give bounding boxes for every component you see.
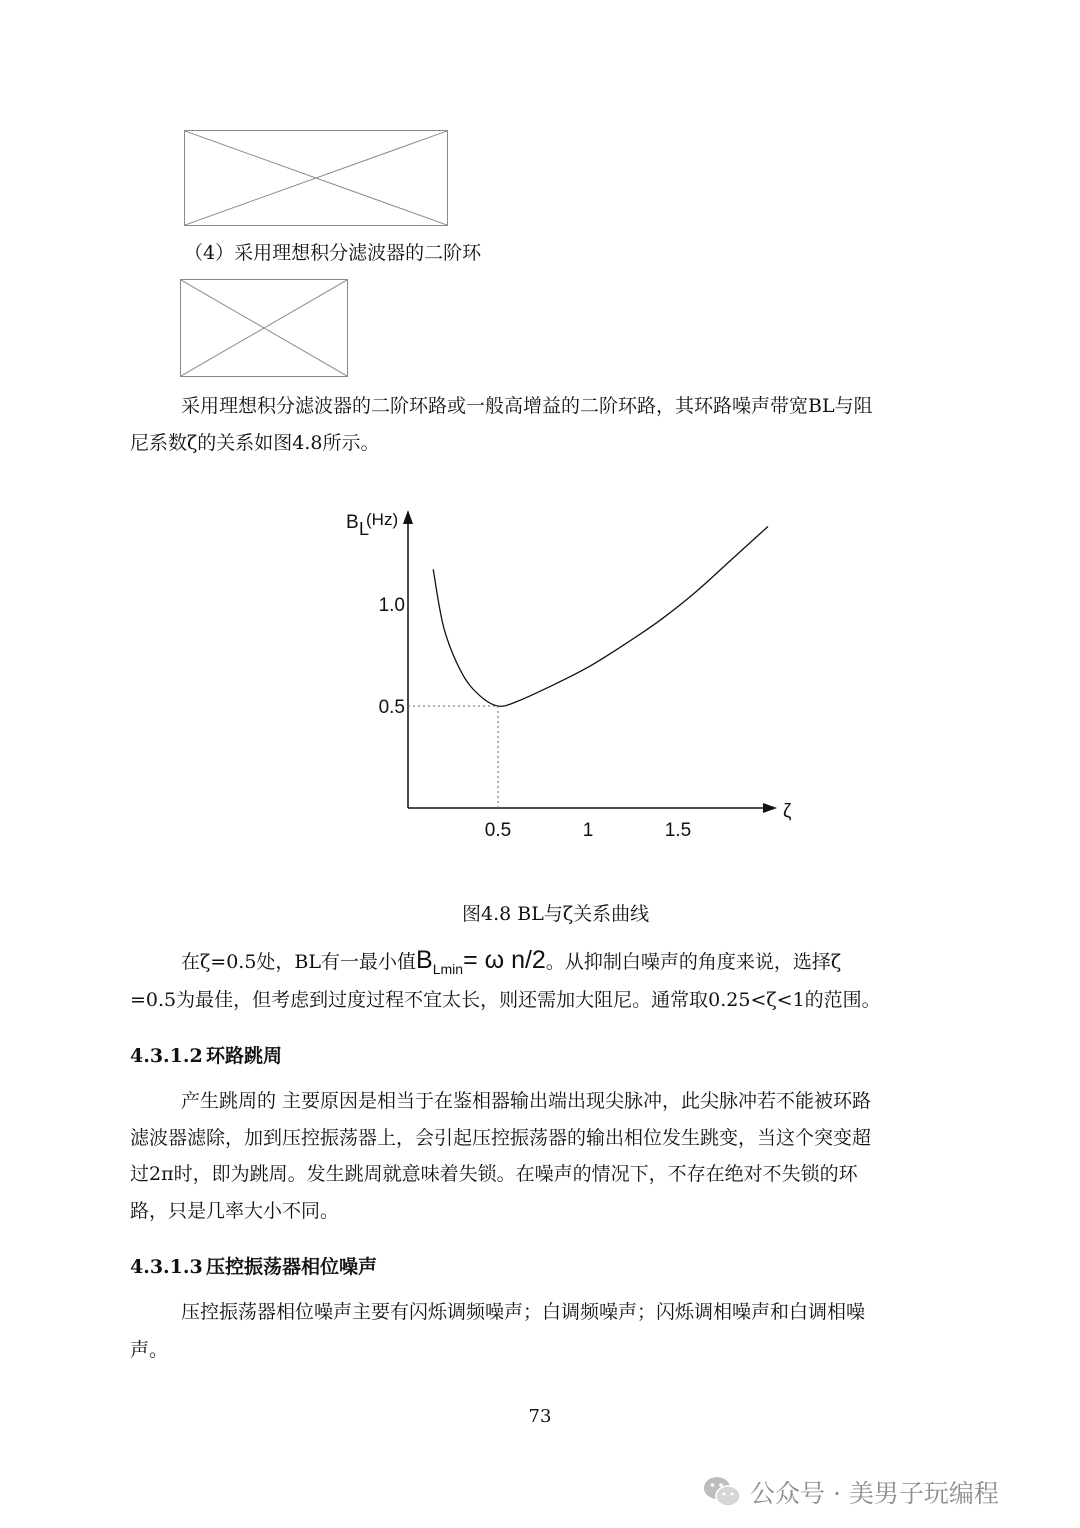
paragraph-4-line-2: 声。	[130, 1339, 169, 1361]
x-tick-label-3: 1.5	[664, 820, 692, 841]
bl-eq: = ω n/2	[463, 946, 546, 974]
y-axis-label: B	[346, 512, 359, 533]
bl-main: B	[416, 946, 433, 974]
heading-title: 环路跳周	[206, 1045, 283, 1067]
x-tick-labels	[485, 820, 691, 841]
y-axis-arrow	[403, 510, 413, 524]
watermark-text: 公众号 · 美男子玩编程	[750, 1479, 999, 1508]
y-tick-labels	[379, 595, 405, 718]
paragraph-2-pre: 在ζ=0.5处，BL有一最小值	[181, 951, 417, 973]
paragraph-3-line-4: 路，只是几率大小不同。	[130, 1200, 340, 1222]
bl-curve	[433, 526, 768, 706]
bl-min-formula	[416, 946, 546, 977]
list-item-4: （4）采用理想积分滤波器的二阶环	[184, 242, 482, 264]
paragraph-3-line-1: 产生跳周的 主要原因是相当于在鉴相器输出端出现尖脉冲，此尖脉冲若不能被环路	[181, 1090, 872, 1112]
x-tick-label-1: 0.5	[484, 820, 512, 841]
figure-caption: 图4.8 BL与ζ关系曲线	[462, 903, 650, 925]
y-axis-unit: (Hz)	[366, 510, 399, 529]
paragraph-2-post: 。从抑制白噪声的角度来说，选择ζ	[545, 951, 842, 973]
heading-number: 4.3.1.2	[130, 1045, 203, 1067]
section-heading-4-3-1-3	[130, 1252, 377, 1279]
y-axis-label-subscript: L	[359, 519, 370, 539]
paragraph-2-line-1	[181, 945, 841, 978]
y-tick-label-2: 0.5	[378, 697, 405, 718]
bl-sub: Lmin	[432, 961, 464, 977]
y-tick-label-1: 1.0	[378, 595, 405, 616]
page-number: 73	[528, 1406, 552, 1427]
paragraph-1-line-1: 采用理想积分滤波器的二阶环路或一般高增益的二阶环路，其环路噪声带宽BL与阻	[181, 395, 873, 417]
paragraph-3-line-2: 滤波器滤除，加到压控振荡器上，会引起压控振荡器的输出相位发生跳变，当这个突变超	[130, 1127, 872, 1149]
paragraph-3-line-3: 过2π时，即为跳周。发生跳周就意味着失锁。在噪声的情况下，不存在绝对不失锁的环	[130, 1163, 858, 1185]
heading-number: 4.3.1.3	[130, 1256, 203, 1278]
paragraph-4-line-1: 压控振荡器相位噪声主要有闪烁调频噪声；白调频噪声；闪烁调相噪声和白调相噪	[181, 1301, 866, 1323]
paragraph-1-line-2: 尼系数ζ的关系如图4.8所示。	[130, 432, 380, 454]
heading-title: 压控振荡器相位噪声	[206, 1256, 378, 1278]
bl-zeta-chart	[330, 500, 810, 850]
paragraph-2-line-2: =0.5为最佳，但考虑到过度过程不宜太长，则还需加大阻尼。通常取0.25<ζ<1的范围。	[130, 989, 881, 1011]
image-placeholder-2	[180, 279, 348, 377]
x-tick-label-2: 1	[582, 820, 594, 841]
wechat-icon	[702, 1475, 742, 1509]
chart-axes	[403, 510, 777, 813]
image-placeholder-1	[184, 130, 448, 226]
x-axis-label: ζ	[783, 801, 792, 822]
watermark	[702, 1474, 999, 1510]
section-heading-4-3-1-2	[130, 1041, 282, 1068]
x-axis-arrow	[763, 803, 777, 813]
